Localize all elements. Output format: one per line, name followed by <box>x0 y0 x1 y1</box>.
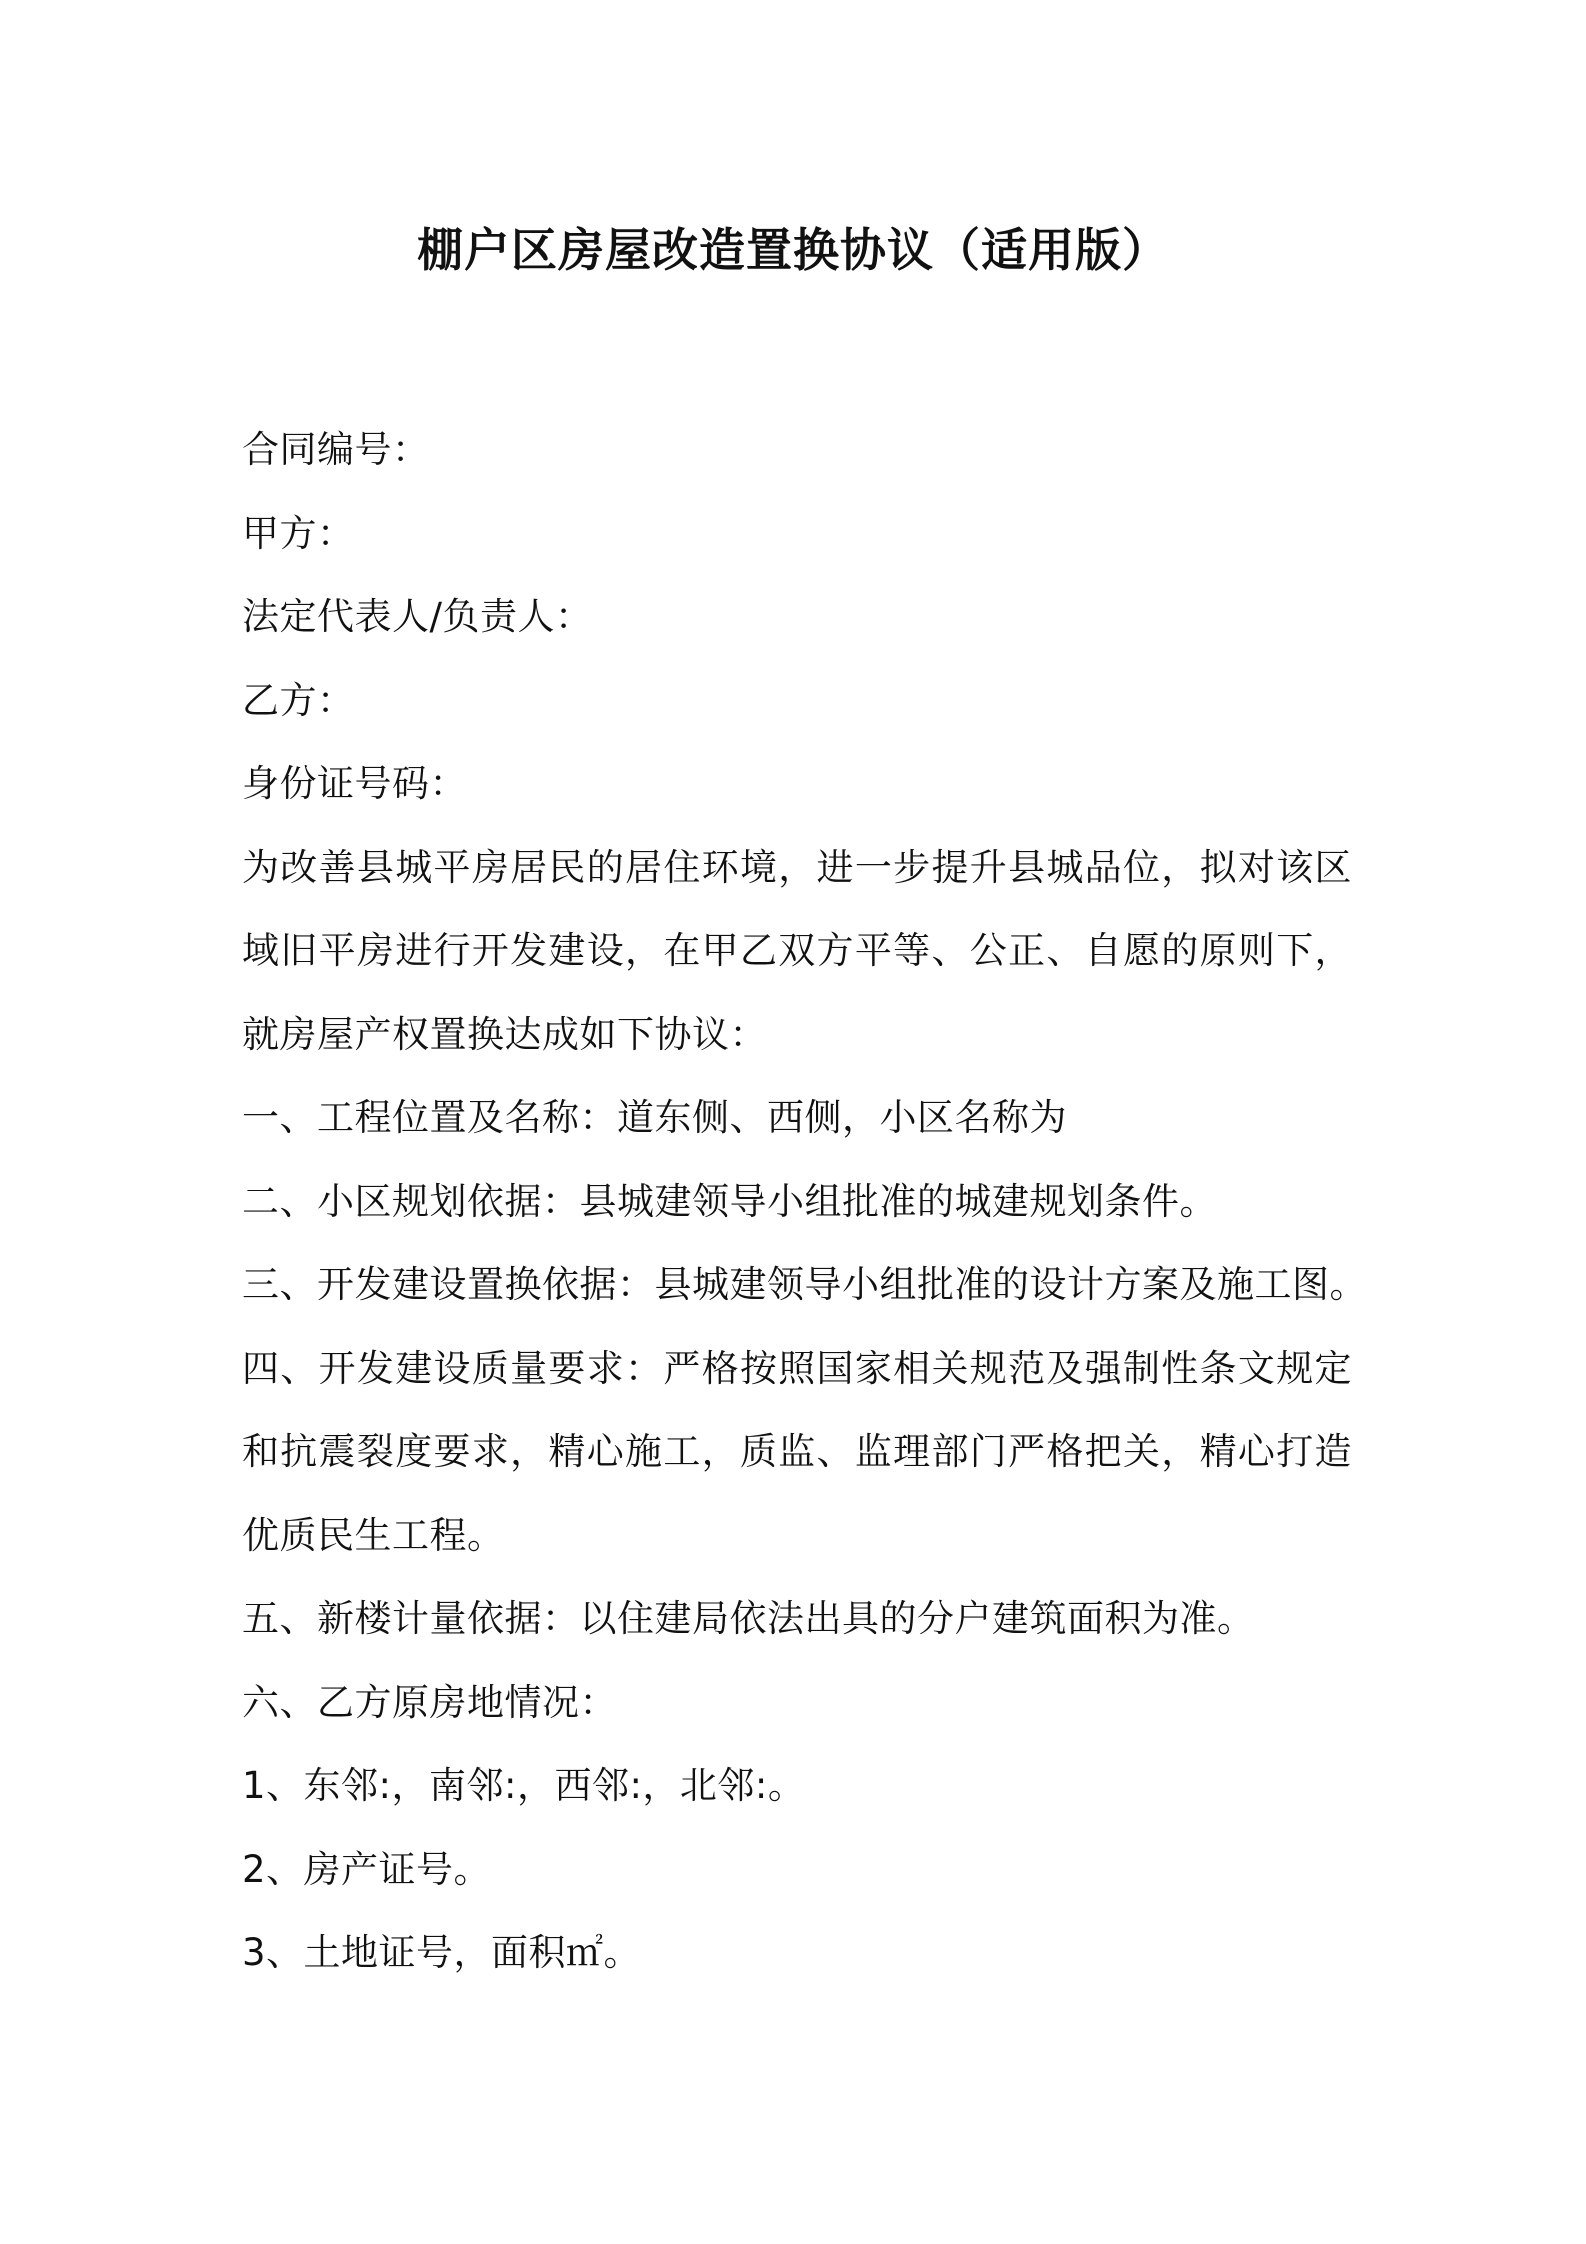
party-a-field: 甲方： <box>242 511 355 555</box>
clause-6: 六、乙方原房地情况： <box>242 1680 617 1724</box>
legal-representative-field: 法定代表人/负责人： <box>242 595 593 638</box>
clause-3: 三、开发建设置换依据：县城建领导小组批准的设计方案及施工图。 <box>242 1263 1367 1306</box>
document-title: 棚户区房屋改造置换协议（适用版） <box>417 223 1169 277</box>
intro-paragraph: 为改善县城平房居民的居住环境，进一步提升县城品位，拟对该区域旧平房进行开发建设，在甲乙双方平等、公正、自愿的原则下，就房屋产权置换达成如下协议： <box>242 845 1352 1056</box>
item-3-land-cert: 3、土地证号，面积㎡。 <box>242 1931 642 1974</box>
party-b-field: 乙方： <box>242 678 355 722</box>
clause-4: 四、开发建设质量要求：严格按照国家相关规范及强制性条文规定和抗震裂度要求，精心施工，质监、监理部门严格把关，精心打造优质民生工程。 <box>242 1346 1352 1557</box>
item-2-property-cert: 2、房产证号。 <box>242 1847 492 1891</box>
clause-1: 一、工程位置及名称：道东侧、西侧，小区名称为 <box>242 1096 1067 1139</box>
document-body <box>242 408 1367 1995</box>
id-number-field: 身份证号码： <box>242 762 467 805</box>
clause-2: 二、小区规划依据：县城建领导小组批准的城建规划条件。 <box>242 1179 1217 1223</box>
item-1-neighbors: 1、东邻:，南邻:，西邻:，北邻:。 <box>242 1764 806 1807</box>
clause-5: 五、新楼计量依据：以住建局依法出具的分户建筑面积为准。 <box>242 1597 1255 1640</box>
contract-number-field: 合同编号： <box>242 428 430 471</box>
